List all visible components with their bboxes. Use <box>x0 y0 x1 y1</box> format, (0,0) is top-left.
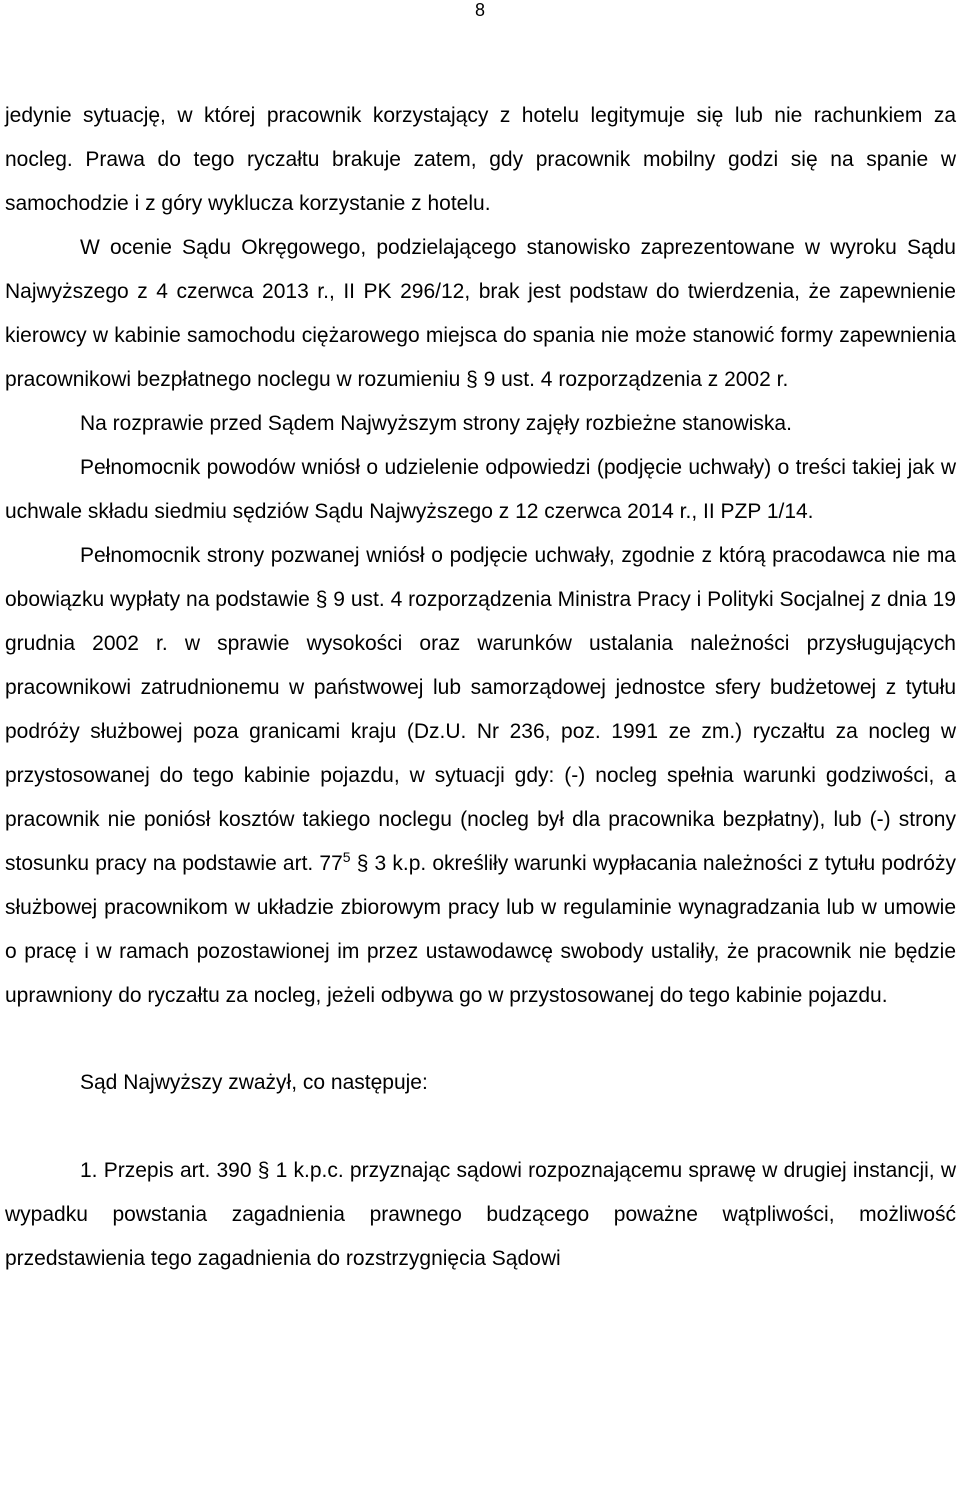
paragraph-5-text-a: Pełnomocnik strony pozwanej wniósł o podjęcie uchwały, zgodnie z którą pracodawca nie ma obowiązku wypłaty na podstawie § 9 ust. 4 rozporządzenia Ministra Pracy i Polityki Socjalnej z dnia 19 grudnia 2002 r. w sprawie wysokości oraz warunków ustalania należności przysługujących pracownikowi zatrudnionemu w państwowej lub samorządowej jednostce sfery budżetowej z tytułu podróży służbowej poza granicami kraju (Dz.U. Nr 236, poz. 1991 ze zm.) ryczałtu za nocleg w przystosowanej do tego kabinie pojazdu, w sytuacji gdy: (-) nocleg spełnia warunki godziwości, a pracownik nie poniósł kosztów takiego noclegu (nocleg był dla pracownika bezpłatny), lub (-) strony stosunku pracy na podstawie art. 77 <box>5 544 956 875</box>
page-number: 8 <box>474 0 485 20</box>
paragraph-1: jedynie sytuację, w której pracownik korzystający z hotelu legitymuje się lub nie rachunkiem za nocleg. Prawa do tego ryczałtu brakuje zatem, gdy pracownik mobilny godzi się na spanie w samochodzie i z góry wyklucza korzystanie z hotelu. <box>5 104 956 215</box>
document-body <box>5 94 956 1281</box>
paragraph-3: Na rozprawie przed Sądem Najwyższym strony zajęły rozbieżne stanowiska. <box>80 412 792 435</box>
paragraph-6: 1. Przepis art. 390 § 1 k.p.c. przyznając sądowi rozpoznającemu sprawę w drugiej instancji, w wypadku powstania zagadnienia prawnego budzącego poważne wątpliwości, możliwość przedstawienia tego zagadnienia do rozstrzygnięcia Sądowi <box>5 1159 956 1270</box>
spacer <box>5 1018 956 1061</box>
paragraph-5 <box>5 534 956 1018</box>
paragraph-4: Pełnomocnik powodów wniósł o udzielenie odpowiedzi (podjęcie uchwały) o treści takiej jak w uchwale składu siedmiu sędziów Sądu Najwyższego z 12 czerwca 2014 r., II PZP 1/14. <box>5 456 956 523</box>
paragraph-2: W ocenie Sądu Okręgowego, podzielającego stanowisko zaprezentowane w wyroku Sądu Najwyższego z 4 czerwca 2013 r., II PK 296/12, brak jest podstaw do twierdzenia, że zapewnienie kierowcy w kabinie samochodu ciężarowego miejsca do spania nie może stanowić formy zapewnienia pracownikowi bezpłatnego noclegu w rozumieniu § 9 ust. 4 rozporządzenia z 2002 r. <box>5 236 956 391</box>
superscript: 5 <box>342 849 351 865</box>
paragraph-5-text-b: § 3 k.p. określiły warunki wypłacania należności z tytułu podróży służbowej pracownikom w układzie zbiorowym pracy lub w regulaminie wynagradzania lub w umowie o pracę i w ramach pozostawionej im przez ustawodawcę swobody ustaliły, że pracownik nie będzie uprawniony do ryczałtu za nocleg, jeżeli odbywa go w przystosowanej do tego kabinie pojazdu. <box>5 852 956 1007</box>
section-heading: Sąd Najwyższy zważył, co następuje: <box>80 1071 428 1094</box>
spacer <box>5 1105 956 1149</box>
